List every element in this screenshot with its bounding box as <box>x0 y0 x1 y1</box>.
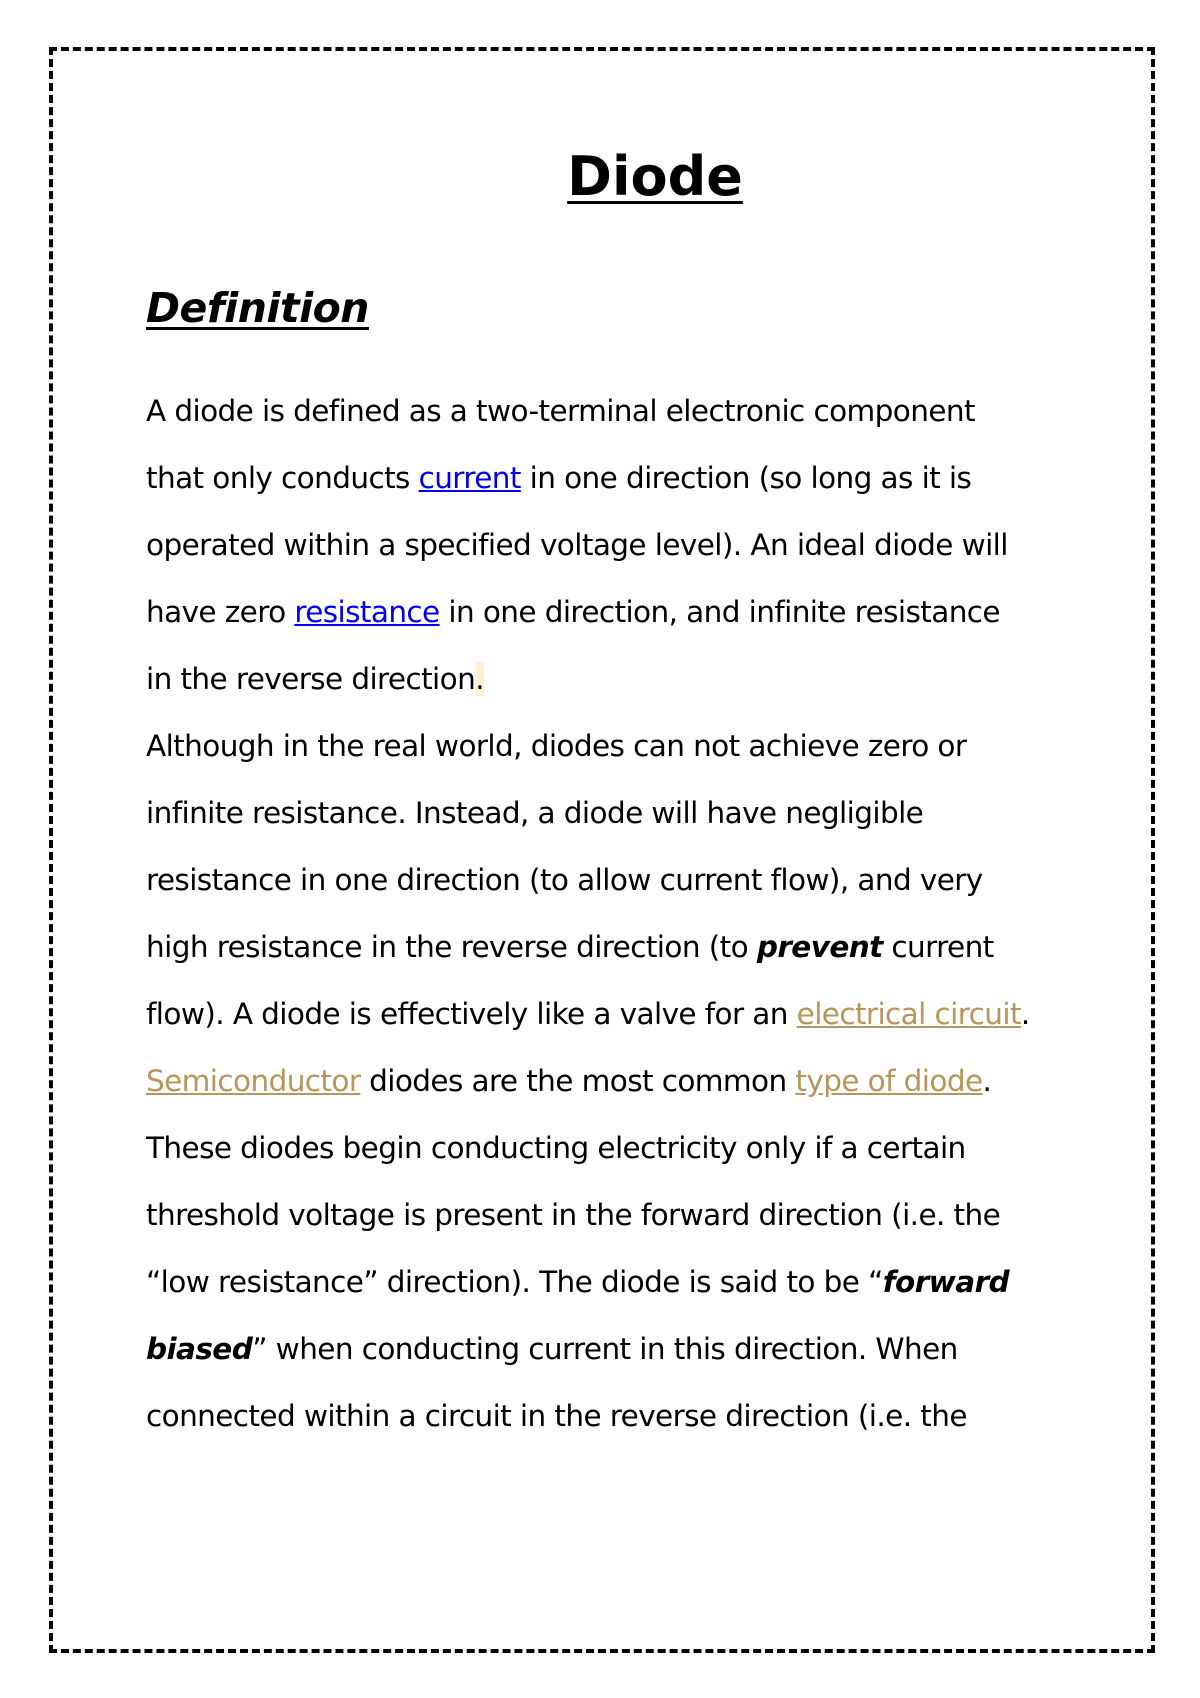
text-run: that only conducts <box>146 461 419 495</box>
text-line <box>146 378 1106 445</box>
link-resistance[interactable]: resistance <box>294 595 440 629</box>
link-semiconductor[interactable]: Semiconductor <box>146 1064 361 1098</box>
emphasis-text: biased <box>146 1332 253 1366</box>
text-run: in one direction (so long as it is <box>520 461 972 495</box>
text-line <box>146 981 1106 1048</box>
text-run: operated within a specified voltage level). An ideal diode will <box>146 528 1008 562</box>
text-line <box>146 1115 1106 1182</box>
text-run: Although in the real world, diodes can not achieve zero or <box>146 729 967 763</box>
text-run: high resistance in the reverse direction (to <box>146 930 757 964</box>
highlighted-text: . <box>475 662 484 696</box>
text-run: resistance in one direction (to allow current flow), and very <box>146 863 983 897</box>
text-run: infinite resistance. Instead, a diode will have negligible <box>146 796 924 830</box>
text-line <box>146 646 1106 713</box>
text-run: A diode is defined as a two-terminal electronic component <box>146 394 975 428</box>
definition-body <box>146 378 1106 1450</box>
text-line <box>146 780 1106 847</box>
text-run: threshold voltage is present in the forward direction (i.e. the <box>146 1198 1001 1232</box>
text-line <box>146 713 1106 780</box>
text-line <box>146 579 1106 646</box>
text-run: have zero <box>146 595 295 629</box>
text-line <box>146 1249 1106 1316</box>
text-line <box>146 1383 1106 1450</box>
text-run: diodes are the most common <box>360 1064 796 1098</box>
text-run: “low resistance” direction). The diode is said to be “ <box>146 1265 883 1299</box>
text-run: . <box>1020 997 1030 1031</box>
emphasis-text: prevent <box>756 930 883 964</box>
text-line <box>146 445 1106 512</box>
text-run: These diodes begin conducting electricity only if a certain <box>146 1131 966 1165</box>
text-line <box>146 847 1106 914</box>
text-run: current <box>882 930 994 964</box>
text-line <box>146 1316 1106 1383</box>
text-run: connected within a circuit in the reverse direction (i.e. the <box>146 1399 967 1433</box>
text-line <box>146 1182 1106 1249</box>
text-run: ” when conducting current in this direction. When <box>252 1332 958 1366</box>
text-line <box>146 1048 1106 1115</box>
text-line <box>146 914 1106 981</box>
emphasis-text: forward <box>882 1265 1010 1299</box>
page-title: Diode <box>567 145 743 208</box>
text-run: flow). A diode is effectively like a valve for an <box>146 997 797 1031</box>
text-run: . <box>982 1064 992 1098</box>
text-run: in the reverse direction <box>146 662 476 696</box>
text-run: in one direction, and infinite resistance <box>439 595 1000 629</box>
link-electrical-circuit[interactable]: electrical circuit <box>796 997 1021 1031</box>
link-type-of-diode[interactable]: type of diode <box>795 1064 983 1098</box>
link-current[interactable]: current <box>418 461 521 495</box>
section-heading-definition: Definition <box>146 284 369 332</box>
text-line <box>146 512 1106 579</box>
